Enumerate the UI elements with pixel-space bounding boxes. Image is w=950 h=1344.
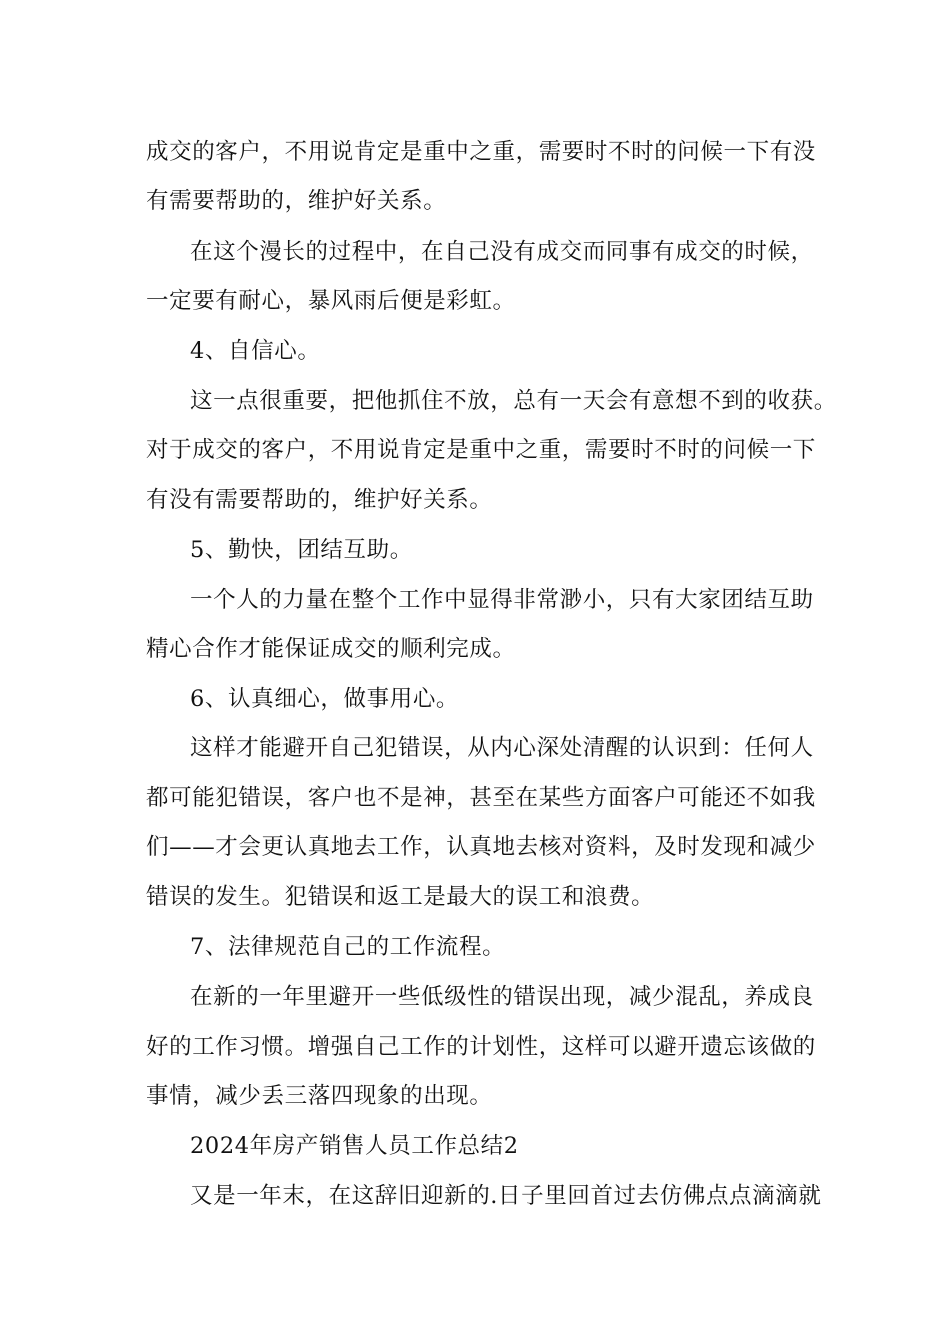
paragraph-line: 事情，减少丢三落四现象的出现。: [146, 1083, 493, 1109]
paragraph-line: 对于成交的客户，不用说肯定是重中之重，需要时不时的问候一下: [146, 437, 816, 463]
paragraph-line: 在这个漫长的过程中，在自己没有成交而同事有成交的时候，: [190, 239, 814, 265]
section-heading: 4、自信心。: [190, 338, 321, 364]
section-heading: 7、法律规范自己的工作流程。: [190, 934, 506, 960]
section-heading: 6、认真细心，做事用心。: [190, 686, 460, 712]
paragraph-line: 这一点很重要，把他抓住不放，总有一天会有意想不到的收获。: [190, 388, 837, 414]
paragraph-line: 在新的一年里避开一些低级性的错误出现，减少混乱，养成良: [190, 984, 814, 1010]
paragraph-line: 们——才会更认真地去工作，认真地去核对资料，及时发现和减少: [146, 834, 816, 860]
paragraph-line: 成交的客户，不用说肯定是重中之重，需要时不时的问候一下有没: [146, 139, 816, 165]
paragraph-line: 都可能犯错误，客户也不是神，甚至在某些方面客户可能还不如我: [146, 785, 816, 811]
paragraph-line: 又是一年末，在这辞旧迎新的.日子里回首过去仿佛点点滴滴就: [190, 1183, 822, 1209]
paragraph-line: 一定要有耐心，暴风雨后便是彩虹。: [146, 288, 516, 314]
paragraph-line: 错误的发生。犯错误和返工是最大的误工和浪费。: [146, 884, 655, 910]
paragraph-line: 有需要帮助的，维护好关系。: [146, 188, 447, 214]
paragraph-line: 好的工作习惯。增强自己工作的计划性，这样可以避开遗忘该做的: [146, 1034, 816, 1060]
paragraph-line: 有没有需要帮助的，维护好关系。: [146, 487, 493, 513]
paragraph-line: 一个人的力量在整个工作中显得非常渺小，只有大家团结互助: [190, 587, 814, 613]
paragraph-line: 这样才能避开自己犯错误，从内心深处清醒的认识到：任何人: [190, 735, 814, 761]
document-subtitle: 2024年房产销售人员工作总结2: [190, 1133, 519, 1159]
section-heading: 5、勤快，团结互助。: [190, 537, 413, 563]
paragraph-line: 精心合作才能保证成交的顺利完成。: [146, 636, 516, 662]
